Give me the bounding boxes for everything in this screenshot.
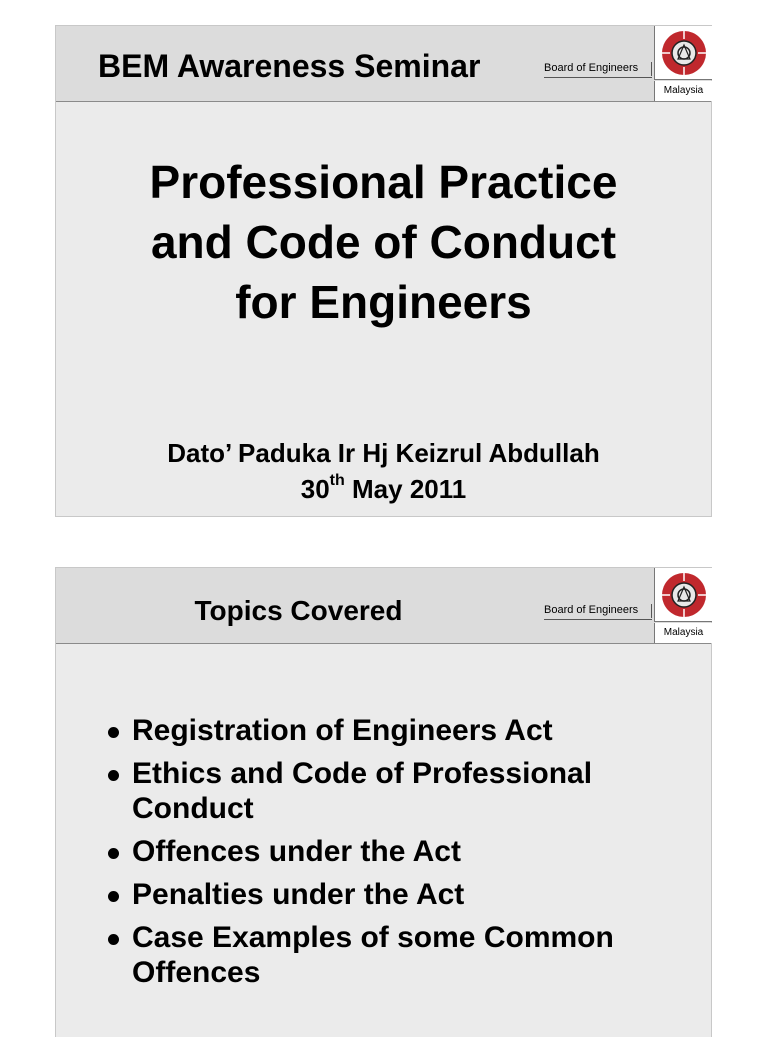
bullet-dot-icon — [108, 848, 119, 859]
topic-text: Case Examples of some Common Offences — [132, 921, 614, 989]
title-line: Professional Practice — [149, 156, 618, 208]
bullet-dot-icon — [108, 934, 119, 945]
presenter-name: Dato’ Paduka Ir Hj Keizrul Abdullah — [167, 438, 600, 468]
logo-box — [654, 568, 712, 622]
org-name: Board of Engineers — [544, 62, 652, 78]
slide-header — [56, 568, 711, 644]
list-item — [106, 756, 696, 826]
list-item — [106, 920, 696, 990]
topics-heading: Topics Covered — [194, 595, 403, 626]
topics-list — [106, 713, 696, 998]
bullet-dot-icon — [108, 727, 119, 738]
bullet-dot-icon — [108, 770, 119, 781]
date-day: 30 — [300, 474, 330, 504]
presentation-title — [56, 152, 711, 332]
topic-text: Offences under the Act — [132, 835, 461, 868]
list-item — [106, 834, 696, 869]
bullet-dot-icon — [108, 891, 119, 902]
presentation-date — [56, 474, 711, 505]
topic-text: Penalties under the Act — [132, 878, 465, 911]
slide-header — [56, 26, 711, 102]
date-suffix: th — [329, 472, 345, 489]
slide-title — [55, 25, 712, 517]
date-rest: May 2011 — [352, 474, 467, 504]
bem-crest-icon — [659, 29, 709, 77]
list-item — [106, 713, 696, 748]
title-line: and Code of Conduct — [150, 216, 617, 268]
title-line: for Engineers — [235, 276, 532, 328]
slide-topics — [55, 567, 712, 1037]
logo-box — [654, 26, 712, 80]
seminar-title: BEM Awareness Seminar — [98, 48, 481, 84]
org-name: Board of Engineers — [544, 604, 652, 620]
country-label: Malaysia — [654, 81, 712, 101]
topic-text: Registration of Engineers Act — [132, 714, 553, 747]
list-item — [106, 877, 696, 912]
country-label: Malaysia — [654, 623, 712, 643]
bem-crest-icon — [659, 571, 709, 619]
topic-text: Ethics and Code of Professional Conduct — [132, 757, 593, 825]
